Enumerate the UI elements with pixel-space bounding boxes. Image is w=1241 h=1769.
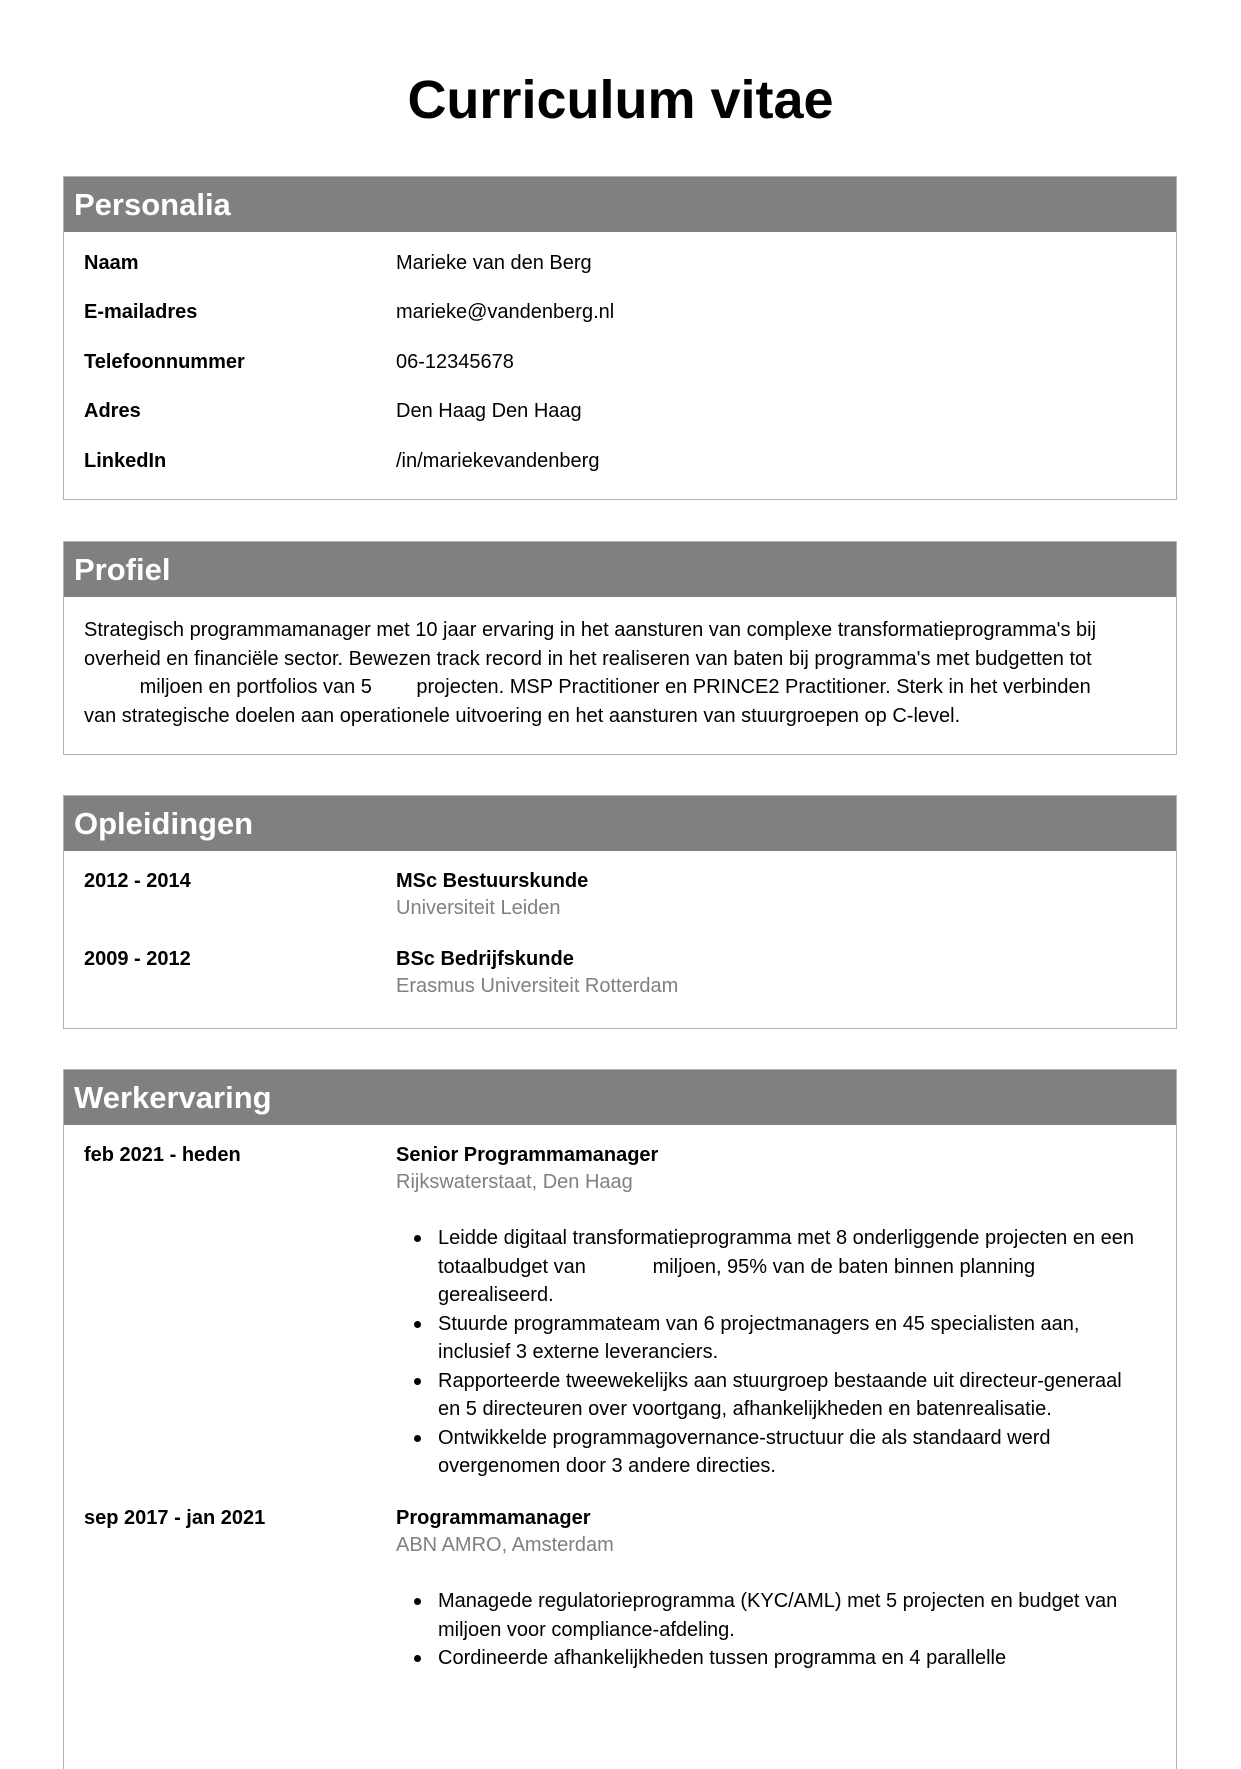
row-label: Adres <box>84 400 141 422</box>
entry-period: 2012 - 2014 <box>84 870 191 892</box>
section-werkervaring <box>63 1069 1177 1769</box>
entry-title: BSc Bedrijfskunde <box>396 948 574 970</box>
bullet-item: Managede regulatorieprogramma (KYC/AML) met 5 projecten en budget van miljoen voor compliance-afdeling. <box>396 1587 1136 1644</box>
row-label: Telefoonnummer <box>84 351 245 373</box>
bullet-item: Cordineerde afhankelijkheden tussen programma en 4 parallelle <box>396 1644 1136 1673</box>
entry-org: ABN AMRO, Amsterdam <box>396 1534 614 1556</box>
profile-text <box>84 616 1144 730</box>
bullet-item: Ontwikkelde programmagovernance-structuur die als standaard werd overgenomen door 3 andere directies. <box>396 1424 1136 1481</box>
section-heading: Personalia <box>64 177 1176 232</box>
row-value: marieke@vandenberg.nl <box>396 301 615 323</box>
row-label: LinkedIn <box>84 450 167 472</box>
entry-period: feb 2021 - heden <box>84 1144 241 1166</box>
bullet-item: Rapporteerde tweewekelijks aan stuurgroep bestaande uit directeur-generaal en 5 directeuren over voortgang, afhankelijkheden en batenrealisatie. <box>396 1367 1136 1424</box>
bullet-list <box>396 1587 1173 1673</box>
entry-title: Programmamanager <box>396 1507 591 1529</box>
section-profiel <box>63 541 1177 755</box>
row-value: /in/mariekevandenberg <box>396 450 600 472</box>
section-heading: Werkervaring <box>64 1070 1176 1125</box>
profile-line: overheid en financiële sector. Bewezen track record in het realiseren van baten bij programma's met budgetten tot <box>84 647 1092 670</box>
profile-line: miljoen en portfolios van 5 projecten. MSP Practitioner en PRINCE2 Practitioner. Sterk in het verbinden <box>84 676 1091 698</box>
bullet-list <box>396 1224 1140 1481</box>
section-heading: Profiel <box>64 542 1176 597</box>
row-value: Marieke van den Berg <box>396 252 592 274</box>
profile-line: van strategische doelen aan operationele uitvoering en het aansturen van stuurgroepen op C-level. <box>84 704 961 727</box>
entry-period: sep 2017 - jan 2021 <box>84 1507 266 1529</box>
entry-period: 2009 - 2012 <box>84 948 191 970</box>
bullet-item: Stuurde programmateam van 6 projectmanagers en 45 specialisten aan, inclusief 3 externe leveranciers. <box>396 1310 1136 1367</box>
entry-org: Rijkswaterstaat, Den Haag <box>396 1171 633 1193</box>
row-label: E-mailadres <box>84 301 198 323</box>
section-opleidingen <box>63 795 1177 1029</box>
entry-org: Erasmus Universiteit Rotterdam <box>396 975 679 997</box>
section-heading: Opleidingen <box>64 796 1176 851</box>
row-value: 06-12345678 <box>396 351 514 373</box>
entry-title: Senior Programmamanager <box>396 1144 659 1166</box>
entry-org: Universiteit Leiden <box>396 897 561 919</box>
row-value: Den Haag Den Haag <box>396 400 582 422</box>
profile-line: Strategisch programmamanager met 10 jaar ervaring in het aansturen van complexe transformatieprogramma's bij <box>84 619 1097 641</box>
section-personalia <box>63 176 1177 500</box>
entry-title: MSc Bestuurskunde <box>396 870 589 892</box>
row-label: Naam <box>84 252 139 274</box>
page-title: Curriculum vitae <box>407 70 834 130</box>
bullet-item: Leidde digitaal transformatieprogramma met 8 onderliggende projecten en een totaalbudget van miljoen, 95% van de baten binnen planning gerealiseerd. <box>396 1224 1136 1310</box>
